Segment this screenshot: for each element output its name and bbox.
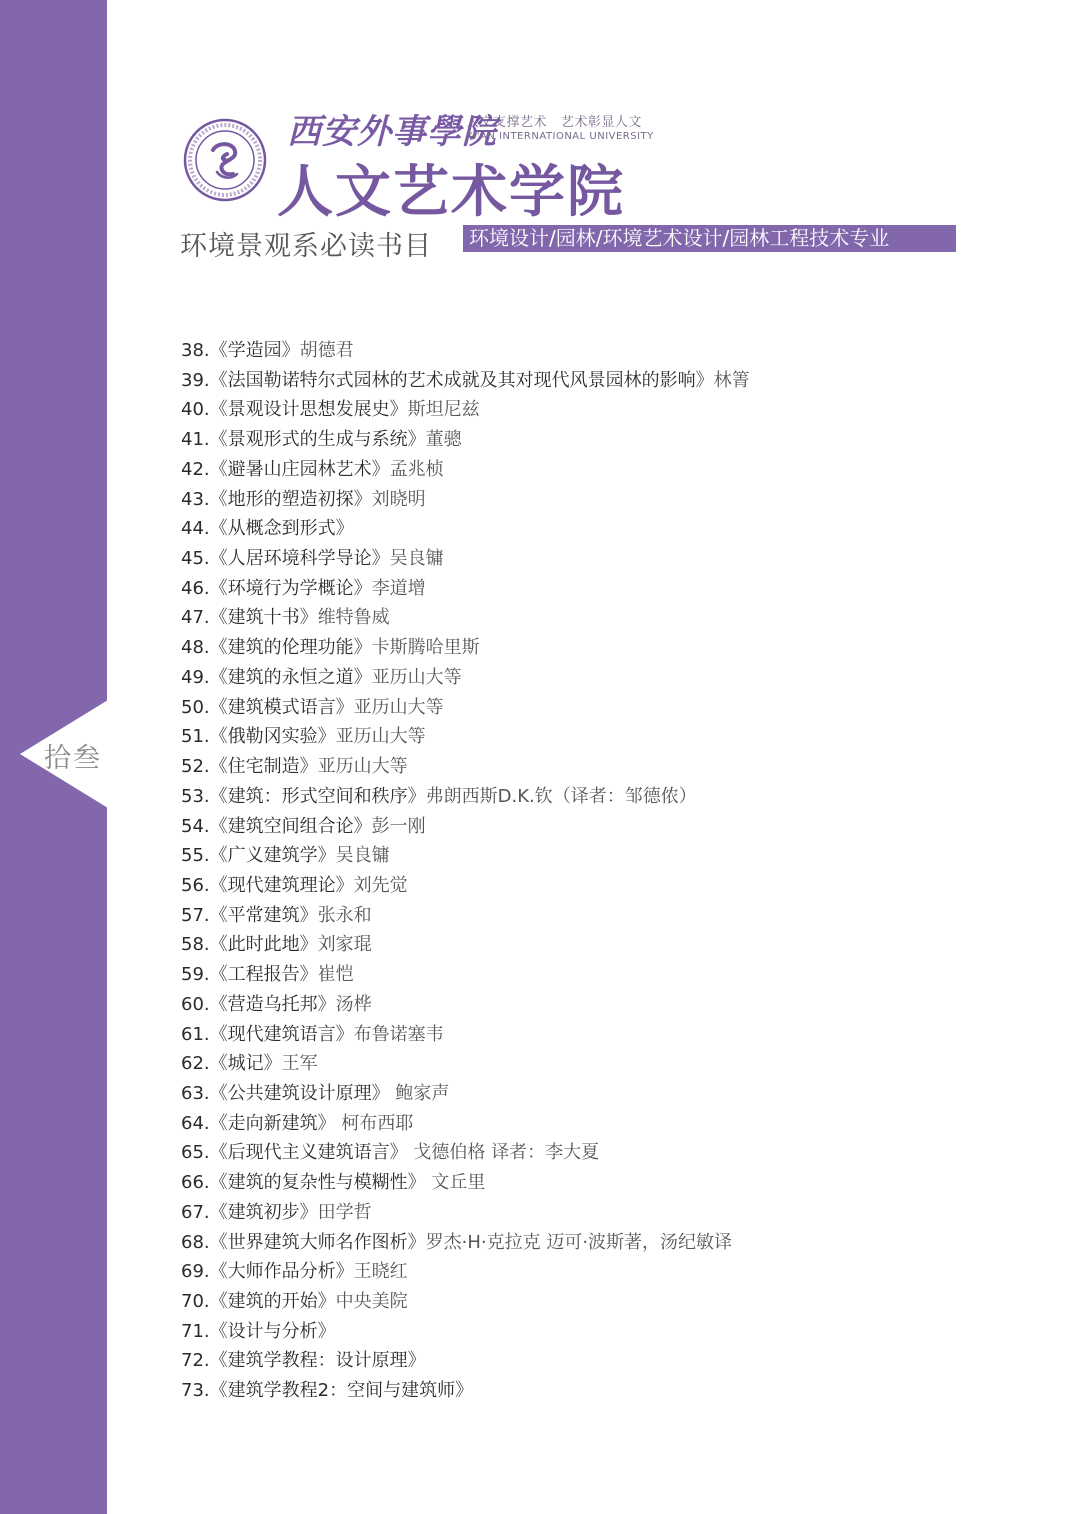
list-item: [181, 693, 1041, 723]
list-item: [181, 603, 1041, 633]
page-number-label: 拾叁: [44, 743, 102, 774]
book-author: 胡德君: [299, 340, 354, 361]
major-badge: 环境设计/园林/环境艺术设计/园林工程技术专业: [463, 225, 956, 252]
book-number: 38.: [181, 340, 210, 361]
book-number: 52.: [181, 756, 210, 778]
book-number: 54.: [181, 815, 210, 837]
book-author: 吴良镛: [335, 845, 390, 867]
book-title: 《平常建筑》: [209, 904, 318, 926]
list-item: [181, 1257, 1041, 1287]
book-number: 68.: [181, 1231, 210, 1253]
book-title: 《建筑模式语言》: [209, 696, 354, 718]
book-title: 《大师作品分析》: [209, 1261, 354, 1283]
book-title: 《建筑初步》: [209, 1201, 318, 1223]
book-title: 《现代建筑理论》: [209, 874, 354, 896]
book-author: 亚历山大等: [317, 756, 408, 778]
book-number: 72.: [181, 1350, 210, 1372]
book-author: 张永和: [317, 904, 372, 926]
book-number: 41.: [181, 429, 210, 451]
list-item: [181, 930, 1041, 960]
book-title: 《建筑的永恒之道》: [209, 666, 372, 688]
list-item: [181, 485, 1041, 515]
book-title: 《避暑山庄园林艺术》: [209, 458, 390, 480]
list-item: [181, 1346, 1041, 1376]
list-item: [181, 1020, 1041, 1050]
list-item: [181, 455, 1041, 485]
book-title: 《建筑的复杂性与模糊性》: [209, 1172, 426, 1194]
book-number: 58.: [181, 934, 210, 956]
book-number: 44.: [181, 518, 210, 540]
book-title: 《建筑十书》: [209, 607, 318, 629]
book-number: 60.: [181, 993, 210, 1015]
book-title: 《景观形式的生成与系统》: [209, 429, 426, 451]
list-item: [181, 752, 1041, 782]
book-title: 《营造乌托邦》: [209, 993, 336, 1015]
book-number: 42.: [181, 458, 210, 480]
book-author: 弗朗西斯D.K.钦（译者：邹德侬）: [425, 785, 697, 807]
book-title: 《住宅制造》: [209, 756, 318, 778]
list-item: [181, 663, 1041, 693]
book-author: 斯坦尼兹: [407, 399, 480, 421]
book-title: 《工程报告》: [209, 964, 318, 986]
book-author: 柯布西耶: [335, 1112, 414, 1134]
book-number: 66.: [181, 1172, 210, 1194]
book-author: 戈德伯格 译者：李大夏: [407, 1142, 600, 1164]
book-author: 中央美院: [335, 1291, 408, 1312]
book-author: 文丘里: [425, 1172, 486, 1194]
book-number: 43.: [181, 488, 210, 510]
book-number: 63.: [181, 1082, 210, 1104]
list-item: [181, 1138, 1041, 1168]
book-number: 40.: [181, 399, 210, 421]
list-item: [181, 901, 1041, 931]
book-number: 56.: [181, 874, 210, 896]
book-number: 71.: [181, 1320, 210, 1342]
list-item: [181, 812, 1041, 842]
book-author: 刘家琨: [317, 934, 372, 956]
book-title: 《建筑的开始》: [209, 1291, 336, 1312]
book-author: 孟兆桢: [389, 458, 444, 480]
book-title: 《环境行为学概论》: [209, 577, 372, 599]
list-item: [181, 633, 1041, 663]
book-title: 《地形的塑造初探》: [209, 488, 372, 510]
university-name-calligraphy: 西安外事學院: [287, 112, 497, 152]
book-number: 65.: [181, 1142, 210, 1164]
list-item: [181, 366, 1041, 396]
book-list: [181, 336, 1041, 1406]
list-item: [181, 1376, 1041, 1406]
book-title: 《建筑学教程2：空间与建筑师》: [209, 1380, 474, 1402]
book-title: 《景观设计思想发展史》: [209, 399, 408, 421]
book-number: 69.: [181, 1261, 210, 1283]
list-item: [181, 514, 1041, 544]
book-number: 64.: [181, 1112, 210, 1134]
book-author: 鲍家声: [389, 1082, 450, 1104]
list-item: [181, 395, 1041, 425]
book-title: 《设计与分析》: [209, 1320, 336, 1342]
book-title: 《广义建筑学》: [209, 845, 336, 867]
book-author: 汤桦: [335, 993, 372, 1015]
book-author: 刘晓明: [371, 488, 426, 510]
book-author: 亚历山大等: [353, 696, 444, 718]
college-slogan: 人文支撑艺术 艺术彰显人文: [466, 115, 642, 130]
list-item: [181, 1049, 1041, 1079]
list-item: [181, 1317, 1041, 1347]
university-seal-icon: [183, 118, 267, 202]
book-author: 李道增: [371, 577, 426, 599]
list-item: [181, 1198, 1041, 1228]
book-title: 《世界建筑大师名作图析》: [209, 1231, 426, 1253]
list-item: [181, 722, 1041, 752]
book-author: 卡斯腾哈里斯: [371, 637, 480, 659]
book-title: 《公共建筑设计原理》: [209, 1082, 390, 1104]
book-title: 《城记》: [209, 1053, 282, 1075]
book-number: 50.: [181, 696, 210, 718]
book-author: 刘先觉: [353, 874, 408, 896]
book-number: 46.: [181, 577, 210, 599]
list-item: [181, 1109, 1041, 1139]
book-author: 彭一刚: [371, 815, 426, 837]
list-item: [181, 1228, 1041, 1258]
book-number: 48.: [181, 637, 210, 659]
book-number: 59.: [181, 964, 210, 986]
list-item: [181, 871, 1041, 901]
book-number: 73.: [181, 1380, 210, 1402]
book-number: 51.: [181, 726, 210, 748]
book-author: 王军: [281, 1053, 318, 1075]
book-number: 70.: [181, 1291, 210, 1312]
book-author: 王晓红: [353, 1261, 408, 1283]
list-item: [181, 1168, 1041, 1198]
book-author: 董骢: [425, 429, 462, 451]
list-item: [181, 841, 1041, 871]
college-name-heading: 人文艺术学院: [277, 160, 625, 225]
book-author: 亚历山大等: [335, 726, 426, 748]
book-number: 47.: [181, 607, 210, 629]
book-number: 55.: [181, 845, 210, 867]
book-author: 崔恺: [317, 964, 354, 986]
book-number: 61.: [181, 1023, 210, 1045]
book-title: 《建筑：形式空间和秩序》: [209, 785, 426, 807]
booklist-title: 环境景观系必读书目: [180, 231, 432, 262]
book-title: 《后现代主义建筑语言》: [209, 1142, 408, 1164]
book-number: 57.: [181, 904, 210, 926]
book-author: 亚历山大等: [371, 666, 462, 688]
book-title: 《走向新建筑》: [209, 1112, 336, 1134]
book-author: 布鲁诺塞韦: [353, 1023, 444, 1045]
book-author: 林箐: [713, 369, 750, 391]
list-item: [181, 574, 1041, 604]
book-title: 《人居环境科学导论》: [209, 548, 390, 570]
book-title: 《建筑的伦理功能》: [209, 637, 372, 659]
list-item: [181, 336, 1041, 366]
book-title: 《此时此地》: [209, 934, 318, 956]
book-number: 45.: [181, 548, 210, 570]
book-number: 39.: [181, 369, 210, 391]
book-title: 《从概念到形式》: [209, 518, 354, 540]
list-item: [181, 990, 1041, 1020]
book-author: 维特鲁威: [317, 607, 390, 629]
book-number: 67.: [181, 1201, 210, 1223]
list-item: [181, 1079, 1041, 1109]
book-number: 53.: [181, 785, 210, 807]
list-item: [181, 782, 1041, 812]
book-number: 49.: [181, 666, 210, 688]
university-name-english: XI'AN INTERNATIONAL UNIVERSITY: [466, 131, 654, 142]
list-item: [181, 1287, 1041, 1317]
book-author: 罗杰·H·克拉克 迈可·波斯著，汤纪敏译: [425, 1231, 733, 1253]
book-number: 62.: [181, 1053, 210, 1075]
book-title: 《建筑学教程：设计原理》: [209, 1350, 426, 1372]
book-author: 吴良镛: [389, 548, 444, 570]
book-author: 田学哲: [317, 1201, 372, 1223]
book-title: 《学造园》: [209, 340, 300, 361]
list-item: [181, 544, 1041, 574]
list-item: [181, 960, 1041, 990]
book-title: 《建筑空间组合论》: [209, 815, 372, 837]
list-item: [181, 425, 1041, 455]
book-title: 《现代建筑语言》: [209, 1023, 354, 1045]
book-title: 《俄勒冈实验》: [209, 726, 336, 748]
book-title: 《法国勒诺特尔式园林的艺术成就及其对现代风景园林的影响》: [209, 369, 714, 391]
